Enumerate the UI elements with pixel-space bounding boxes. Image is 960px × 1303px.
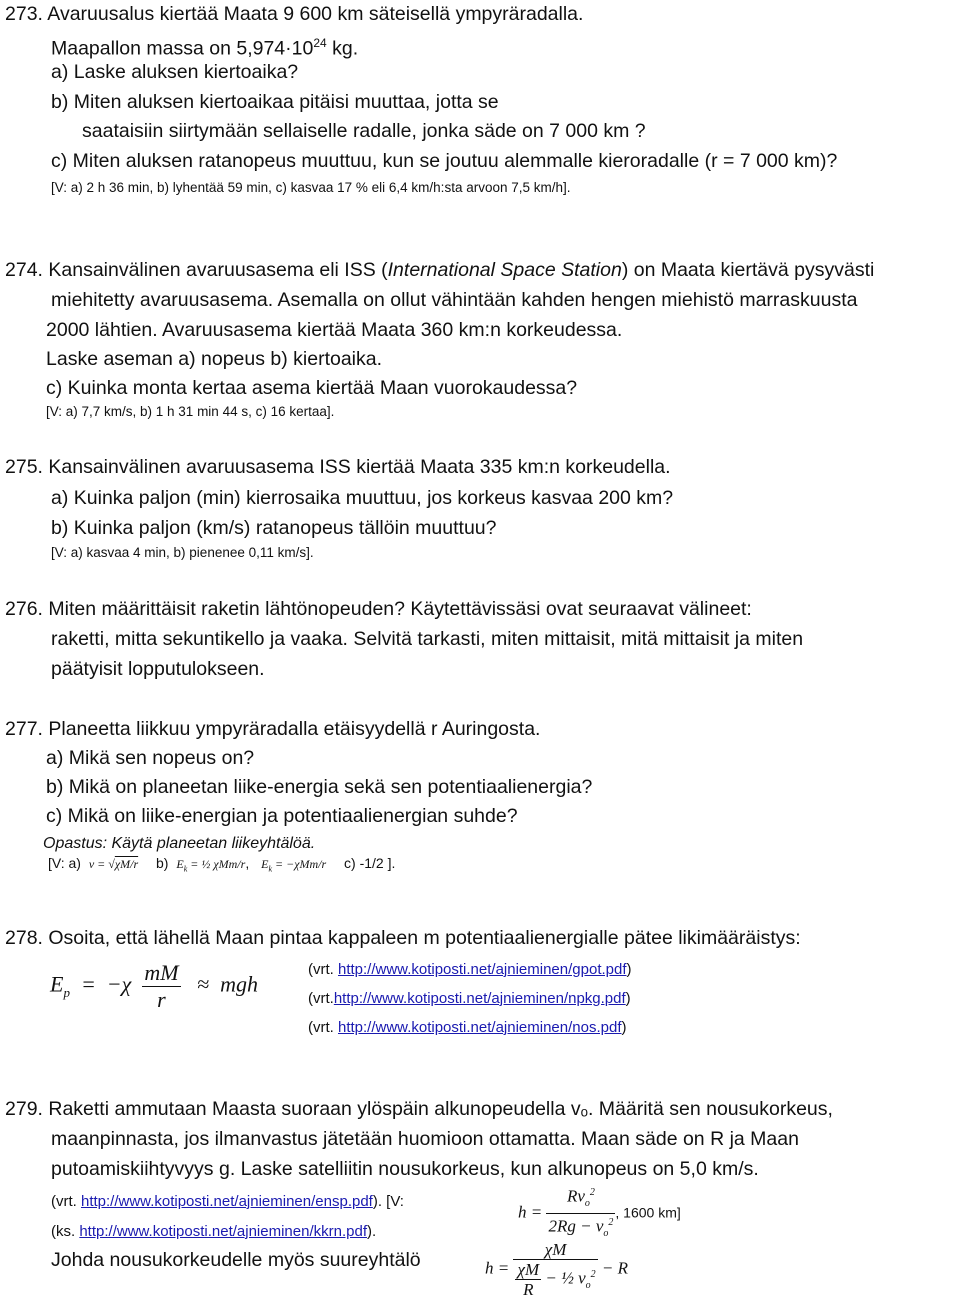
link-gpot[interactable]: http://www.kotiposti.net/ajnieminen/gpot.pdf	[338, 961, 627, 978]
p277-line4: c) Mikä on liike-energian ja potentiaalienergian suhde?	[46, 805, 518, 827]
formula-velocity: v = √χM/r	[88, 857, 139, 871]
p274-line3: 2000 lähtien. Avaruusasema kiertää Maata 360 km:n korkeudessa.	[46, 319, 623, 341]
p274-line1: 274. Kansainvälinen avaruusasema eli ISS (International Space Station) on Maata kiertävä pysyvästi	[5, 259, 875, 281]
p279-ref1: (vrt. http://www.kotiposti.net/ajnieminen/ensp.pdf). [V:	[51, 1193, 404, 1210]
link-nos[interactable]: http://www.kotiposti.net/ajnieminen/nos.pdf	[338, 1019, 622, 1036]
p274-answer: [V: a) 7,7 km/s, b) 1 h 31 min 44 s, c) 16 kertaa].	[46, 404, 335, 419]
p273-answer: [V: a) 2 h 36 min, b) lyhentää 59 min, c) kasvaa 17 % eli 6,4 km/h:sta arvoon 7,5 km/h].	[51, 180, 571, 195]
p274-line4: Laske aseman a) nopeus b) kiertoaika.	[46, 348, 383, 370]
p276-line2: raketti, mitta sekuntikello ja vaaka. Selvitä tarkasti, miten mittaisit, mitä mittaisit ja miten	[51, 628, 804, 650]
link-kkrn[interactable]: http://www.kotiposti.net/ajnieminen/kkrn.pdf	[79, 1223, 367, 1240]
p277-line2: a) Mikä sen nopeus on?	[46, 747, 255, 769]
p279-last-line: Johda nousukorkeudelle myös suureyhtälö	[51, 1249, 421, 1271]
p275-line2: a) Kuinka paljon (min) kierrosaika muuttuu, jos korkeus kasvaa 200 km?	[51, 487, 674, 509]
p278-ref1: (vrt. http://www.kotiposti.net/ajnieminen/gpot.pdf)	[308, 961, 632, 978]
p274-line2: miehitetty avaruusasema. Asemalla on ollut vähintään kahden hengen miehistö marraskuusta	[51, 289, 858, 311]
p279-line2: maanpinnasta, jos ilmanvastus jätetään huomioon ottamatta. Maan säde on R ja Maan	[51, 1128, 799, 1150]
p278-ref3: (vrt. http://www.kotiposti.net/ajnieminen/nos.pdf)	[308, 1019, 627, 1036]
p273-line2: Maapallon massa on $5,974\cdot 10^{24}$ kg.	[51, 36, 359, 60]
formula-kinetic-energy: $E_k$ = ½ χMm/r	[176, 857, 246, 874]
p279-ref2: (ks. http://www.kotiposti.net/ajnieminen/kkrn.pdf).	[51, 1223, 377, 1240]
p273-line5: saataisiin siirtymään sellaiselle radalle, jonka säde on 7 000 km ?	[82, 120, 646, 142]
p273-line4: b) Miten aluksen kiertoaikaa pitäisi muuttaa, jotta se	[51, 91, 499, 113]
link-ensp[interactable]: http://www.kotiposti.net/ajnieminen/ensp.pdf	[81, 1193, 373, 1210]
p276-line1: 276. Miten määrittäisit raketin lähtönopeuden? Käytettävissäsi ovat seuraavat välineet:	[5, 598, 752, 620]
formula-height-derive: h = χM $\frac{\chi M}{R}$ − ½ $v_o^2$ − R	[485, 1240, 629, 1299]
p277-line3: b) Mikä on planeetan liike-energia sekä sen potentiaalienergia?	[46, 776, 593, 798]
p278-line1: 278. Osoita, että lähellä Maan pintaa kappaleen m potentiaalienergialle pätee likimääräistys:	[5, 927, 801, 949]
p277-hint: Opastus: Käytä planeetan liikeyhtälöä.	[43, 835, 316, 852]
p273-line3: a) Laske aluksen kiertoaika?	[51, 61, 299, 83]
p278-ref2: (vrt.http://www.kotiposti.net/ajnieminen/npkg.pdf)	[308, 990, 631, 1007]
p273-line6: c) Miten aluksen ratanopeus muuttuu, kun se joutuu alemmalle kieroradalle (r = 7 000 km)?	[51, 150, 838, 172]
link-npkg[interactable]: http://www.kotiposti.net/ajnieminen/npkg.pdf	[333, 990, 626, 1007]
p276-line3: päätyisit lopputulokseen.	[51, 658, 265, 680]
p279-line1: 279. Raketti ammutaan Maasta suoraan ylöspäin alkunopeudella vₒ. Määritä sen nousukorkeus,	[5, 1098, 833, 1120]
formula-potential-approx: $E_p = -\chi$ $\frac{mM}{r}$ ≈ mgh	[50, 960, 259, 1012]
p273-line1: 273. Avaruusalus kiertää Maata 9 600 km säteisellä ympyräradalla.	[5, 3, 584, 25]
formula-potential-energy: $E_k = -\chi Mm/r$	[261, 857, 327, 874]
p275-line3: b) Kuinka paljon (km/s) ratanopeus tällöin muuttuu?	[51, 517, 497, 539]
formula-height-answer: h = $\frac{Rv_o^2}{2Rg - v_o^2}$ , 1600 km]	[518, 1184, 681, 1243]
p277-line1: 277. Planeetta liikkuu ympyräradalla etäisyydellä r Auringosta.	[5, 718, 541, 740]
p277-answer: [V: a) v = √χM/r b) $E_k$ = ½ χMm/r, $E_k = -\chi Mm/r$ c) -1/2 ].	[48, 855, 396, 874]
p275-line1: 275. Kansainvälinen avaruusasema ISS kiertää Maata 335 km:n korkeudella.	[5, 456, 671, 478]
p274-line5: c) Kuinka monta kertaa asema kiertää Maan vuorokaudessa?	[46, 377, 578, 399]
p275-answer: [V: a) kasvaa 4 min, b) pienenee 0,11 km/s].	[51, 545, 314, 560]
p279-line3: putoamiskiihtyvyys g. Laske satelliitin nousukorkeus, kun alkunopeus on 5,0 km/s.	[51, 1158, 759, 1180]
